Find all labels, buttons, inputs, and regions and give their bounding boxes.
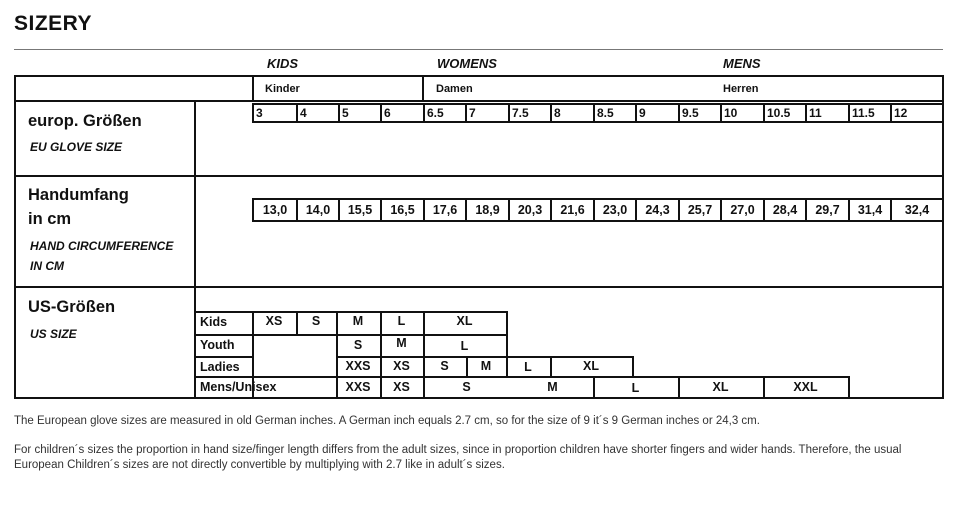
eu-size-cell: 5 xyxy=(338,103,380,123)
us-kids-cell: M xyxy=(352,314,364,328)
us-ladies-cell: XL xyxy=(583,359,599,373)
eu-size-cell: 6.5 xyxy=(423,103,465,123)
us-mens-cell: XS xyxy=(393,380,410,394)
circumference-cell: 21,6 xyxy=(550,198,593,222)
subgroup-mens: Herren xyxy=(723,83,759,95)
us-kids-cell: XL xyxy=(456,314,473,328)
row-divider-1 xyxy=(14,175,944,177)
circumference-cell: 32,4 xyxy=(890,198,944,222)
circumference-cell: 18,9 xyxy=(465,198,508,222)
table-top-border xyxy=(14,75,944,77)
us-youth-cell: S xyxy=(353,338,363,352)
hand-row-sublabel-1: HAND CIRCUMFERENCE xyxy=(30,239,174,253)
eu-row-sublabel: EU GLOVE SIZE xyxy=(30,140,123,154)
circumference-cell: 27,0 xyxy=(720,198,763,222)
eu-size-cell: 12 xyxy=(890,103,944,123)
hand-row-sublabel-2: IN CM xyxy=(30,259,64,273)
circumference-cell: 28,4 xyxy=(763,198,805,222)
us-grid-line xyxy=(632,356,634,376)
group-womens: WOMENS xyxy=(437,56,497,71)
eu-size-cell: 7 xyxy=(465,103,508,123)
eu-size-cell: 11.5 xyxy=(848,103,890,123)
us-mens-cell: XXL xyxy=(793,380,818,394)
us-grid-line xyxy=(848,376,850,397)
us-ladies-cell: M xyxy=(480,359,492,373)
circumference-cell: 15,5 xyxy=(338,198,380,222)
circumference-cell: 16,5 xyxy=(380,198,423,222)
page-title: SIZERY xyxy=(14,12,93,35)
eu-size-cell: 8 xyxy=(550,103,593,123)
us-youth-label: Youth xyxy=(200,338,235,352)
circumference-cell: 20,3 xyxy=(508,198,550,222)
circumference-cell: 13,0 xyxy=(252,198,296,222)
us-mens-label: Mens/Unisex xyxy=(200,380,277,394)
eu-size-cell: 10.5 xyxy=(763,103,805,123)
circumference-cell: 31,4 xyxy=(848,198,890,222)
circumference-cell: 29,7 xyxy=(805,198,848,222)
hand-row-label-1: Handumfang xyxy=(28,186,129,204)
table-left-border xyxy=(14,75,16,399)
eu-size-cell: 9 xyxy=(635,103,678,123)
eu-size-cell: 11 xyxy=(805,103,848,123)
eu-size-cell: 10 xyxy=(720,103,763,123)
title-divider xyxy=(14,49,943,50)
label-column-divider xyxy=(194,100,196,397)
group-mens: MENS xyxy=(723,56,761,71)
us-youth-cell: L xyxy=(460,339,469,353)
row-divider-2 xyxy=(14,286,944,288)
table-bottom-border xyxy=(14,397,944,399)
us-kids-cell: S xyxy=(311,314,321,328)
us-ladies-label: Ladies xyxy=(200,360,240,374)
table-right-border xyxy=(942,75,944,399)
us-row-label: US-Größen xyxy=(28,298,116,316)
eu-row-label: europ. Größen xyxy=(28,112,142,130)
eu-size-cell: 4 xyxy=(296,103,338,123)
subgroup-kids: Kinder xyxy=(265,83,300,95)
note-childrens-sizes: For children´s sizes the proportion in hand size/finger length differs from the adult sizes, since in proportion children have shorter fingers and wider hands. Therefore, the usual European Children´s sizes are not directly convertible by multiplying with 2.7 like in adult´s sizes. xyxy=(14,444,902,471)
us-mens-cell: S xyxy=(462,380,471,394)
us-ladies-cell: XXS xyxy=(345,359,371,373)
us-kids-cell: XS xyxy=(265,314,283,328)
note-german-inches: The European glove sizes are measured in old German inches. A German inch equals 2.7 cm, so for the size of 9 it´s 9 German inches or 24,3 cm. xyxy=(14,415,760,427)
group-kids: KIDS xyxy=(267,56,299,71)
kids-sub-divider xyxy=(252,75,254,101)
eu-size-cell: 6 xyxy=(380,103,423,123)
us-mens-cell: XXS xyxy=(345,380,371,394)
us-kids-cell: L xyxy=(397,314,406,328)
circumference-cell: 14,0 xyxy=(296,198,338,222)
womens-sub-divider xyxy=(422,75,424,101)
hand-row-label-2: in cm xyxy=(28,210,72,228)
eu-size-cell: 9.5 xyxy=(678,103,720,123)
eu-size-cell: 3 xyxy=(252,103,296,123)
us-youth-cell: M xyxy=(396,336,407,350)
circumference-cell: 23,0 xyxy=(593,198,635,222)
us-ladies-cell: L xyxy=(524,360,532,374)
us-mens-cell: M xyxy=(547,380,558,394)
header-divider xyxy=(14,100,944,102)
us-kids-label: Kids xyxy=(200,315,228,329)
circumference-cell: 24,3 xyxy=(635,198,678,222)
circumference-cell: 25,7 xyxy=(678,198,720,222)
us-ladies-cell: S xyxy=(440,359,449,373)
circumference-cell: 17,6 xyxy=(423,198,465,222)
us-ladies-cell: XS xyxy=(393,359,410,373)
subgroup-womens: Damen xyxy=(436,83,473,95)
us-mens-cell: XL xyxy=(712,380,729,394)
eu-size-cell: 7.5 xyxy=(508,103,550,123)
eu-size-cell: 8.5 xyxy=(593,103,635,123)
us-row-sublabel: US SIZE xyxy=(30,327,77,341)
us-mens-cell: L xyxy=(631,381,640,395)
